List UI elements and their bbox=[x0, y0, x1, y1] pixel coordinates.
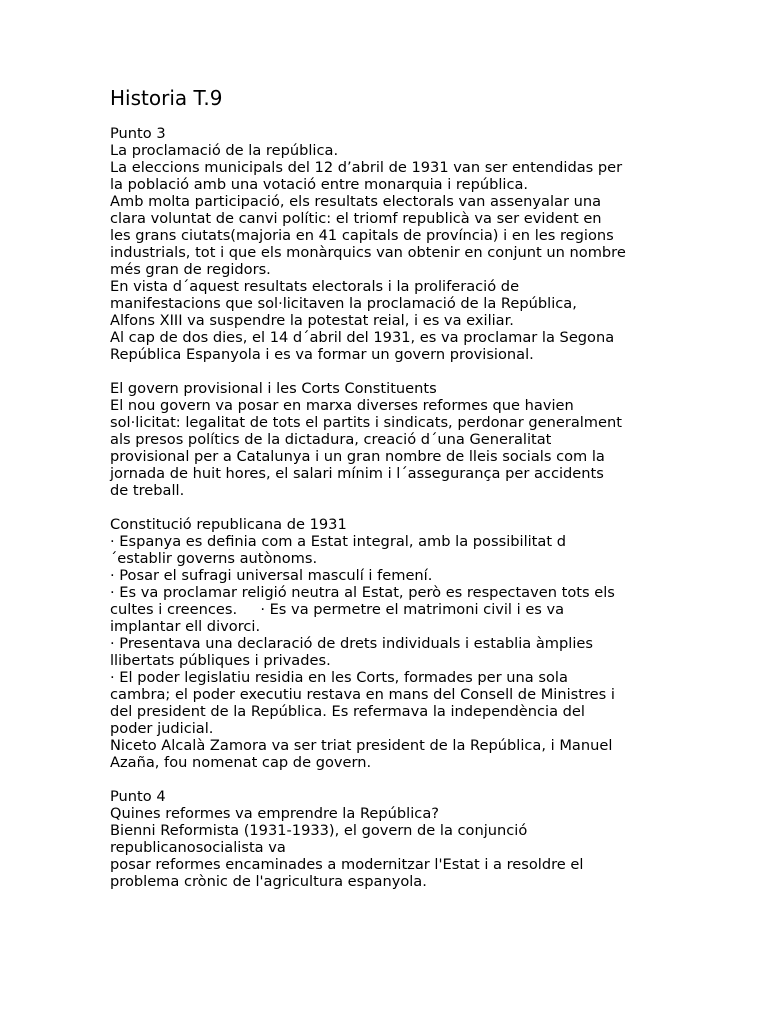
text-line: del president de la República. Es refermava la independència del bbox=[110, 703, 585, 720]
text-line: · Es va proclamar religió neutra al Estat, però es respectaven tots els bbox=[110, 584, 615, 601]
text-line: provisional per a Catalunya i un gran nombre de lleis socials com la bbox=[110, 448, 605, 465]
text-line: En vista d´aquest resultats electorals i la proliferació de bbox=[110, 278, 520, 295]
text-line: industrials, tot i que els monàrquics van obtenir en conjunt un nombre bbox=[110, 244, 626, 261]
text-line: cambra; el poder executiu restava en mans del Consell de Ministres i bbox=[110, 686, 615, 703]
text-line: · Posar el sufragi universal masculí i femení. bbox=[110, 567, 433, 584]
text-line: Bienni Reformista (1931-1933), el govern de la conjunció bbox=[110, 822, 528, 839]
section-constitucio bbox=[110, 516, 670, 771]
text-line: ´establir governs autònoms. bbox=[110, 550, 318, 567]
document-page bbox=[110, 84, 670, 890]
text-line: poder judicial. bbox=[110, 720, 214, 737]
text-line: posar reformes encaminades a modernitzar l'Estat i a resoldre el bbox=[110, 856, 584, 873]
text-line: · Espanya es definia com a Estat integral, amb la possibilitat d bbox=[110, 533, 566, 550]
text-line: Niceto Alcalà Zamora va ser triat president de la República, i Manuel bbox=[110, 737, 613, 754]
section-punto-4 bbox=[110, 788, 670, 890]
text-line: clara voluntat de canvi polític: el triomf republicà va ser evident en bbox=[110, 210, 602, 227]
paragraph-gap bbox=[110, 363, 670, 380]
text-line: la població amb una votació entre monarquia i república. bbox=[110, 176, 529, 193]
text-line: El nou govern va posar en marxa diverses reformes que havien bbox=[110, 397, 574, 414]
section-govern-provisional bbox=[110, 380, 670, 499]
section-punto-3 bbox=[110, 125, 670, 363]
text-line: Alfons XIII va suspendre la potestat reial, i es va exiliar. bbox=[110, 312, 514, 329]
text-line: La eleccions municipals del 12 d’abril de 1931 van ser entendidas per bbox=[110, 159, 623, 176]
document-title: Historia T.9 bbox=[110, 86, 223, 110]
text-line: Constitució republicana de 1931 bbox=[110, 516, 347, 533]
text-line: llibertats públiques i privades. bbox=[110, 652, 331, 669]
text-line: Amb molta participació, els resultats electorals van assenyalar una bbox=[110, 193, 602, 210]
text-line: cultes i creences. · Es va permetre el matrimoni civil i es va bbox=[110, 601, 565, 618]
text-line: · Presentava una declaració de drets individuals i establia àmplies bbox=[110, 635, 593, 652]
text-line: sol·licitat: legalitat de tots el partits i sindicats, perdonar generalment bbox=[110, 414, 622, 431]
text-line: Punto 3 bbox=[110, 125, 166, 142]
text-line: Azaña, fou nomenat cap de govern. bbox=[110, 754, 372, 771]
text-line: Al cap de dos dies, el 14 d´abril del 1931, es va proclamar la Segona bbox=[110, 329, 615, 346]
text-line: El govern provisional i les Corts Constituents bbox=[110, 380, 437, 397]
text-line: jornada de huit hores, el salari mínim i l´assegurança per accidents bbox=[110, 465, 604, 482]
text-line: La proclamació de la república. bbox=[110, 142, 339, 159]
text-line: Quines reformes va emprendre la República? bbox=[110, 805, 440, 822]
text-line: manifestacions que sol·licitaven la proclamació de la República, bbox=[110, 295, 577, 312]
text-line: als presos polítics de la dictadura, creació d´una Generalitat bbox=[110, 431, 552, 448]
text-line: implantar ell divorci. bbox=[110, 618, 261, 635]
paragraph-gap bbox=[110, 499, 670, 516]
text-line: de treball. bbox=[110, 482, 185, 499]
text-line: problema crònic de l'agricultura espanyola. bbox=[110, 873, 427, 890]
text-line: República Espanyola i es va formar un govern provisional. bbox=[110, 346, 534, 363]
paragraph-gap bbox=[110, 771, 670, 788]
text-line: més gran de regidors. bbox=[110, 261, 271, 278]
text-line: Punto 4 bbox=[110, 788, 166, 805]
text-line: · El poder legislatiu residia en les Corts, formades per una sola bbox=[110, 669, 568, 686]
text-line: republicanosocialista va bbox=[110, 839, 286, 856]
text-line: les grans ciutats(majoria en 41 capitals de província) i en les regions bbox=[110, 227, 614, 244]
